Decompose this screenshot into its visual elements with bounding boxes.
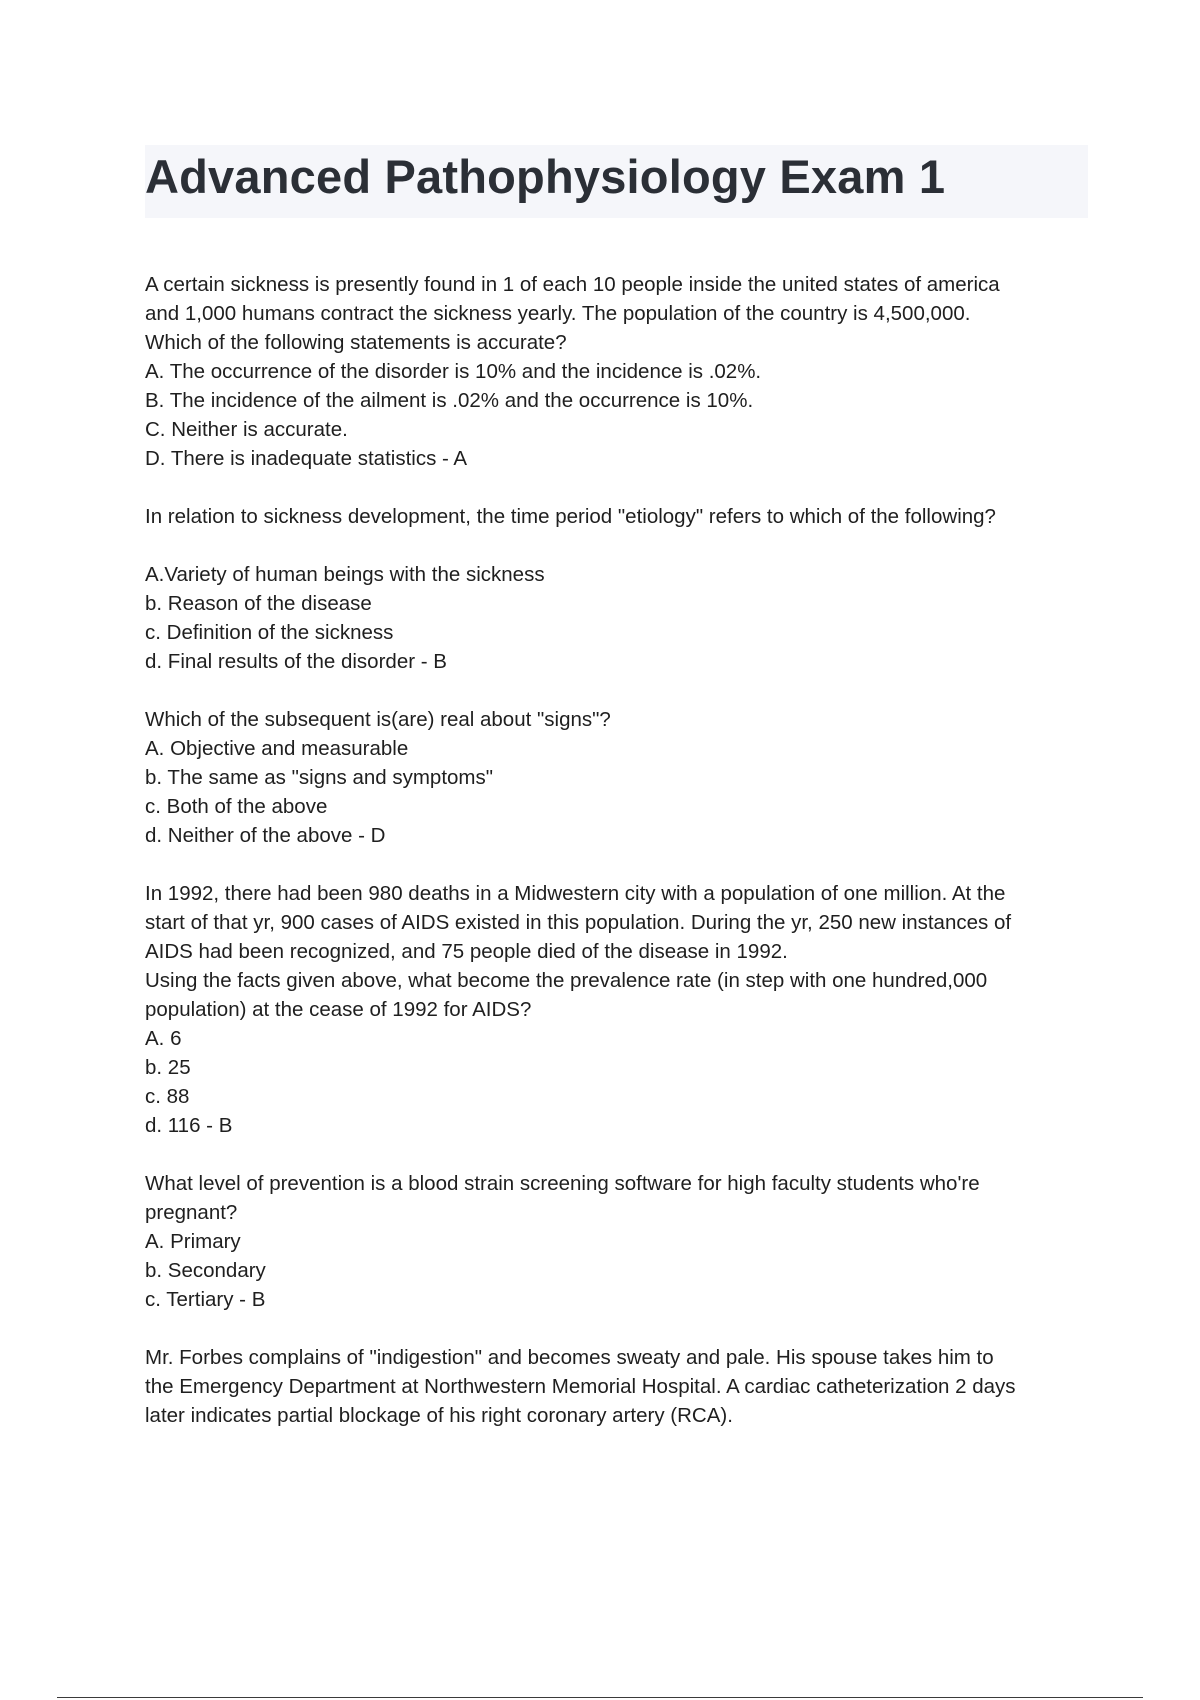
question-text-line: the Emergency Department at Northwestern Memorial Hospital. A cardiac catheterization 2 days [145, 1375, 1016, 1398]
answer-option: A.Variety of human beings with the sickness [145, 563, 545, 586]
spacer [145, 676, 1095, 705]
answer-option: D. There is inadequate statistics - A [145, 447, 468, 470]
question-text-line: Using the facts given above, what become the prevalence rate (in step with one hundred,000 [145, 969, 988, 992]
answer-option: A. Objective and measurable [145, 737, 409, 760]
answer-option: c. 88 [145, 1085, 190, 1108]
answer-option: B. The incidence of the ailment is .02% and the occurrence is 10%. [145, 389, 754, 412]
question-text-line: Which of the following statements is accurate? [145, 331, 567, 354]
spacer [145, 1314, 1095, 1343]
question-text-line: and 1,000 humans contract the sickness yearly. The population of the country is 4,500,000. [145, 302, 971, 325]
question-block-5 [145, 1169, 1095, 1314]
answer-option: b. Reason of the disease [145, 592, 372, 615]
question-text-line: Which of the subsequent is(are) real about "signs"? [145, 708, 611, 731]
answer-option: c. Tertiary - B [145, 1288, 266, 1311]
question-text-line: In 1992, there had been 980 deaths in a Midwestern city with a population of one million. At the [145, 882, 1006, 905]
question-text-line: later indicates partial blockage of his right coronary artery (RCA). [145, 1404, 733, 1427]
answer-option: b. 25 [145, 1056, 191, 1079]
page-title: Advanced Pathophysiology Exam 1 [145, 150, 946, 203]
question-text-line: AIDS had been recognized, and 75 people died of the disease in 1992. [145, 940, 788, 963]
question-block-4 [145, 879, 1095, 1140]
answer-option: A. Primary [145, 1230, 241, 1253]
question-text-line: Mr. Forbes complains of "indigestion" and becomes sweaty and pale. His spouse takes him to [145, 1346, 994, 1369]
answer-option: C. Neither is accurate. [145, 418, 348, 441]
spacer [145, 850, 1095, 879]
answer-option: d. Neither of the above - D [145, 824, 386, 847]
question-text-line: population) at the cease of 1992 for AIDS? [145, 998, 532, 1021]
answer-option: A. 6 [145, 1027, 182, 1050]
answer-option: d. 116 - B [145, 1114, 233, 1137]
question-text-line: pregnant? [145, 1201, 238, 1224]
answer-option: d. Final results of the disorder - B [145, 650, 447, 673]
spacer [145, 531, 1095, 560]
answer-option: c. Both of the above [145, 795, 328, 818]
question-text-line: What level of prevention is a blood strain screening software for high faculty students who're [145, 1172, 980, 1195]
question-block-3 [145, 705, 1095, 850]
question-text-line: A certain sickness is presently found in 1 of each 10 people inside the united states of america [145, 273, 1000, 296]
question-block-6 [145, 1343, 1095, 1430]
question-list [145, 270, 1095, 1430]
question-text-line: start of that yr, 900 cases of AIDS existed in this population. During the yr, 250 new instances of [145, 911, 1012, 934]
footer-divider [57, 1697, 1143, 1698]
answer-option: b. The same as "signs and symptoms" [145, 766, 494, 789]
spacer [145, 1140, 1095, 1169]
question-block-1 [145, 270, 1095, 473]
spacer [145, 473, 1095, 502]
title-banner [145, 145, 1088, 218]
answer-option: c. Definition of the sickness [145, 621, 394, 644]
question-block-2 [145, 502, 1095, 676]
answer-option: A. The occurrence of the disorder is 10% and the incidence is .02%. [145, 360, 762, 383]
answer-option: b. Secondary [145, 1259, 266, 1282]
question-text-line: In relation to sickness development, the time period "etiology" refers to which of the following? [145, 505, 996, 528]
